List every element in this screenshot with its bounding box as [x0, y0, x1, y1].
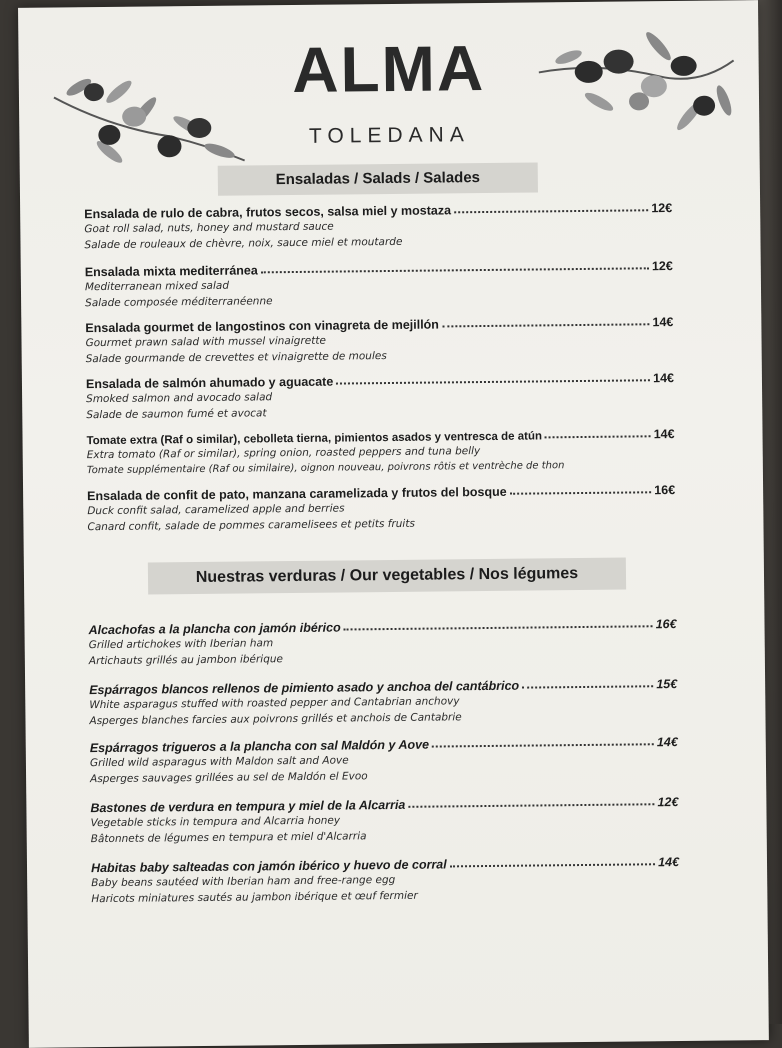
item-desc-fr: Artichauts grillés au jambon ibérique: [88, 653, 284, 668]
item-desc-en: Baby beans sautéed with Iberian ham and free-range egg: [91, 873, 396, 890]
item-name: Ensalada gourmet de langostinos con vinagreta de mejillón: [85, 317, 439, 336]
item-price: 12€: [651, 201, 673, 216]
item-desc-en: Grilled wild asparagus with Maldon salt and Aove: [89, 754, 349, 770]
item-name: Bastones de verdura en tempura y miel de la Alcarria: [90, 797, 406, 816]
menu-item: [86, 367, 674, 423]
restaurant-logo: [18, 30, 759, 108]
menu-item: [89, 673, 677, 729]
item-name: Ensalada de rulo de cabra, frutos secos, salsa miel y mostaza: [84, 203, 452, 222]
item-desc-en: Duck confit salad, caramelized apple and berries: [87, 502, 345, 518]
item-name: Tomate extra (Raf o similar), cebolleta tierna, pimientos asados y ventresca de atún: [86, 430, 543, 448]
item-name: Espárragos blancos rellenos de pimiento asado y anchoa del cantábrico: [89, 678, 520, 698]
item-name: Espárragos trigueros a la plancha con sal Maldón y Aove: [89, 737, 430, 756]
item-name: Ensalada mixta mediterránea: [84, 263, 258, 280]
menu-item: [84, 197, 672, 253]
logo-subtitle: TOLEDANA: [308, 123, 470, 148]
item-price: 14€: [656, 735, 678, 750]
item-price: 16€: [655, 617, 677, 632]
item-name: Ensalada de confit de pato, manzana caramelizada y frutos del bosque: [87, 484, 507, 504]
item-desc-fr: Bâtonnets de légumes en tempura et miel d'Alcarria: [90, 830, 367, 846]
item-desc-fr: Salade gourmande de crevettes et vinaigrette de moules: [85, 350, 387, 366]
item-price: 15€: [656, 677, 678, 692]
menu-page: [18, 0, 769, 1048]
item-desc-fr: Salade composée méditerranéenne: [85, 295, 273, 310]
item-name: Alcachofas a la plancha con jamón ibérico: [88, 620, 341, 638]
menu-item: [90, 791, 678, 847]
item-desc-en: Grilled artichokes with Iberian ham: [88, 637, 274, 652]
item-desc-en: White asparagus stuffed with roasted pepper and Cantabrian anchovy: [89, 695, 460, 712]
item-desc-fr: Tomate supplémentaire (Raf ou similaire), oignon nouveau, poivrons rôtis et ventrèche de thon: [86, 460, 565, 477]
item-price: 16€: [654, 483, 676, 498]
item-price: 12€: [651, 259, 673, 274]
item-desc-en: Goat roll salad, nuts, honey and mustard sauce: [84, 220, 334, 236]
menu-item: [91, 851, 679, 907]
item-desc-en: Gourmet prawn salad with mussel vinaigrette: [85, 334, 326, 350]
menu-item: [86, 423, 674, 479]
menu-item: [88, 613, 676, 669]
section-title-salads: Ensaladas / Salads / Salades: [218, 162, 538, 195]
item-desc-fr: Haricots miniatures sautés au jambon ibérique et œuf fermier: [91, 889, 418, 906]
item-desc-fr: Asperges sauvages grillées au sel de Maldón el Evoo: [90, 770, 368, 786]
item-desc-fr: Canard confit, salade de pommes caramelisees et petits fruits: [87, 517, 415, 534]
item-price: 14€: [653, 371, 675, 386]
item-desc-en: Smoked salmon and avocado salad: [86, 391, 273, 406]
item-name: Ensalada de salmón ahumado y aguacate: [85, 374, 334, 392]
item-price: 12€: [657, 795, 679, 810]
menu-item: [85, 255, 673, 311]
item-price: 14€: [653, 427, 675, 442]
item-price: 14€: [652, 315, 674, 330]
menu-item: [85, 311, 673, 367]
menu-item: [90, 731, 678, 787]
item-desc-fr: Salade de rouleaux de chèvre, noix, sauce miel et moutarde: [84, 235, 403, 252]
item-price: 14€: [658, 855, 680, 870]
item-desc-fr: Salade de saumon fumé et avocat: [86, 407, 267, 422]
item-desc-en: Mediterranean mixed salad: [84, 279, 230, 294]
item-desc-fr: Asperges blanches farcies aux poivrons grillés et anchois de Cantabrie: [89, 711, 462, 728]
logo-main-text: ALMA: [291, 31, 486, 107]
section-title-vegetables: Nuestras verduras / Our vegetables / Nos légumes: [148, 558, 626, 595]
menu-item: [87, 479, 675, 535]
item-desc-en: Extra tomato (Raf or similar), spring onion, roasted peppers and tuna belly: [86, 445, 481, 462]
item-name: Habitas baby salteadas con jamón ibérico y huevo de corral: [90, 857, 447, 876]
item-desc-en: Vegetable sticks in tempura and Alcarria honey: [90, 814, 341, 830]
